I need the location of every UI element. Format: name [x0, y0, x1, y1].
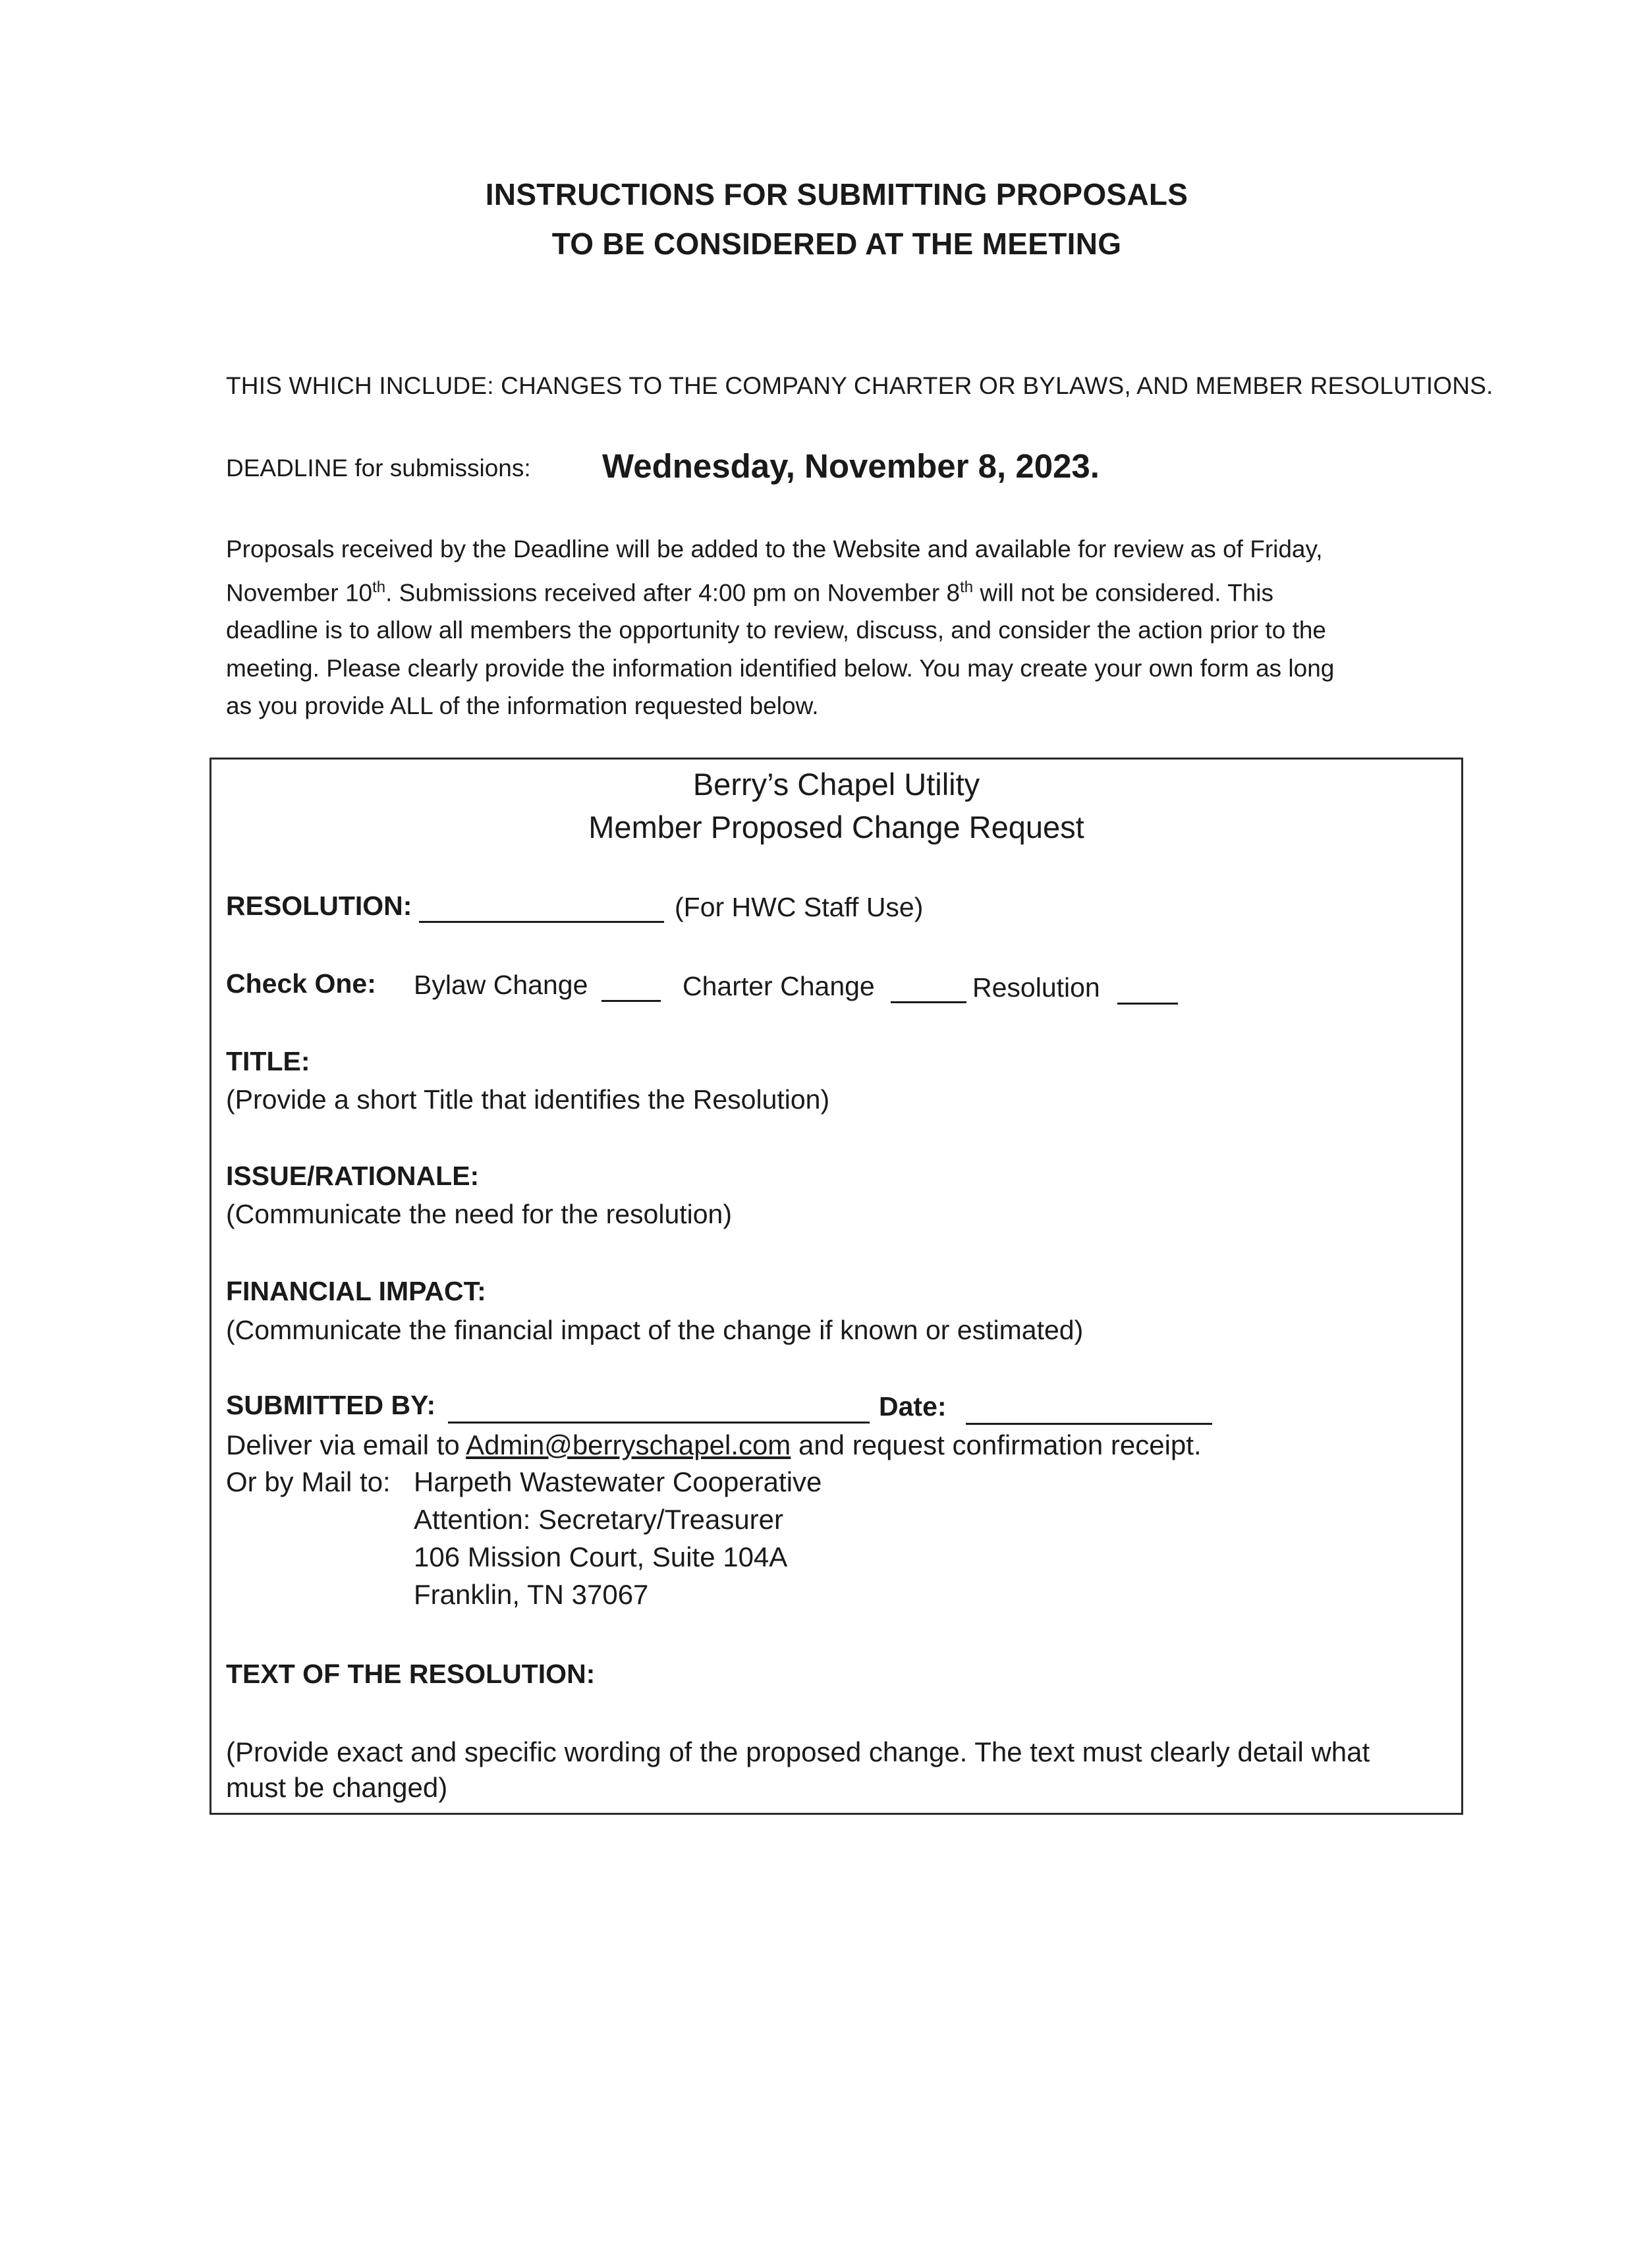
instructions-text-1: Proposals received by the Deadline will be added to the Website and available for review as of Friday, November 10 [226, 536, 1323, 606]
resolution-label: RESOLUTION: [226, 891, 412, 921]
resolution-checkbox[interactable] [1117, 1003, 1178, 1005]
email-link[interactable]: Admin@berryschapel.com [466, 1429, 791, 1460]
resolution-staff-note: (For HWC Staff Use) [675, 892, 924, 922]
title-hint: (Provide a short Title that identifies the Resolution) [226, 1084, 830, 1115]
charter-change-checkbox[interactable] [891, 1001, 966, 1003]
submitted-by-field[interactable] [448, 1422, 870, 1424]
bylaw-change-checkbox[interactable] [601, 1000, 661, 1002]
email-delivery-line [226, 1429, 1202, 1461]
email-prefix: Deliver via email to [226, 1429, 466, 1460]
date-field[interactable] [966, 1423, 1212, 1425]
page-title-line-1: INSTRUCTIONS FOR SUBMITTING PROPOSALS [485, 177, 1188, 211]
ordinal-suffix: th [372, 578, 386, 596]
issue-rationale-label: ISSUE/RATIONALE: [226, 1161, 480, 1191]
option-charter-change: Charter Change [683, 971, 875, 1001]
title-label: TITLE: [226, 1046, 310, 1076]
mail-address-line-4: Franklin, TN 37067 [414, 1579, 649, 1610]
form-title-request: Member Proposed Change Request [588, 810, 1084, 844]
instructions-text-3: will not be considered. This deadline is to allow all members the opportunity to review, discuss, and consider the action prior to the meeting. Please clearly provide the information identified below. You may create your own form as long as you provide ALL of the information requested below. [226, 578, 1335, 720]
date-label: Date: [879, 1391, 947, 1422]
email-suffix: and request confirmation receipt. [791, 1429, 1202, 1460]
mail-address-line-2: Attention: Secretary/Treasurer [414, 1504, 784, 1535]
financial-impact-label: FINANCIAL IMPACT: [226, 1276, 486, 1306]
deadline-date: Wednesday, November 8, 2023. [602, 447, 1100, 485]
scope-statement: THIS WHICH INCLUDE: CHANGES TO THE COMPANY CHARTER OR BYLAWS, AND MEMBER RESOLUTIONS. [226, 372, 1493, 399]
instructions-text-2: . Submissions received after 4:00 pm on November 8 [385, 578, 961, 606]
instructions-paragraph [226, 530, 1478, 725]
resolution-number-field[interactable] [419, 921, 664, 923]
issue-rationale-hint: (Communicate the need for the resolution) [226, 1199, 733, 1229]
mail-prefix: Or by Mail to: [226, 1466, 391, 1497]
mail-address-line-1: Harpeth Wastewater Cooperative [414, 1466, 822, 1497]
mail-address-line-3: 106 Mission Court, Suite 104A [414, 1541, 788, 1572]
option-resolution: Resolution [972, 972, 1100, 1003]
resolution-text-hint-line-2: must be changed) [226, 1772, 448, 1803]
page-title-line-2: TO BE CONSIDERED AT THE MEETING [551, 227, 1122, 261]
form-title-organization: Berry’s Chapel Utility [692, 767, 980, 802]
resolution-text-hint-line-1: (Provide exact and specific wording of the proposed change. The text must clearly detail what [226, 1736, 1370, 1767]
deadline-label: DEADLINE for submissions: [226, 455, 531, 482]
submitted-by-label: SUBMITTED BY: [226, 1390, 436, 1420]
resolution-text-label: TEXT OF THE RESOLUTION: [226, 1659, 596, 1689]
ordinal-suffix: th [960, 578, 974, 596]
check-one-label: Check One: [226, 968, 376, 999]
option-bylaw-change: Bylaw Change [414, 970, 588, 1000]
financial-impact-hint: (Communicate the financial impact of the change if known or estimated) [226, 1315, 1084, 1345]
